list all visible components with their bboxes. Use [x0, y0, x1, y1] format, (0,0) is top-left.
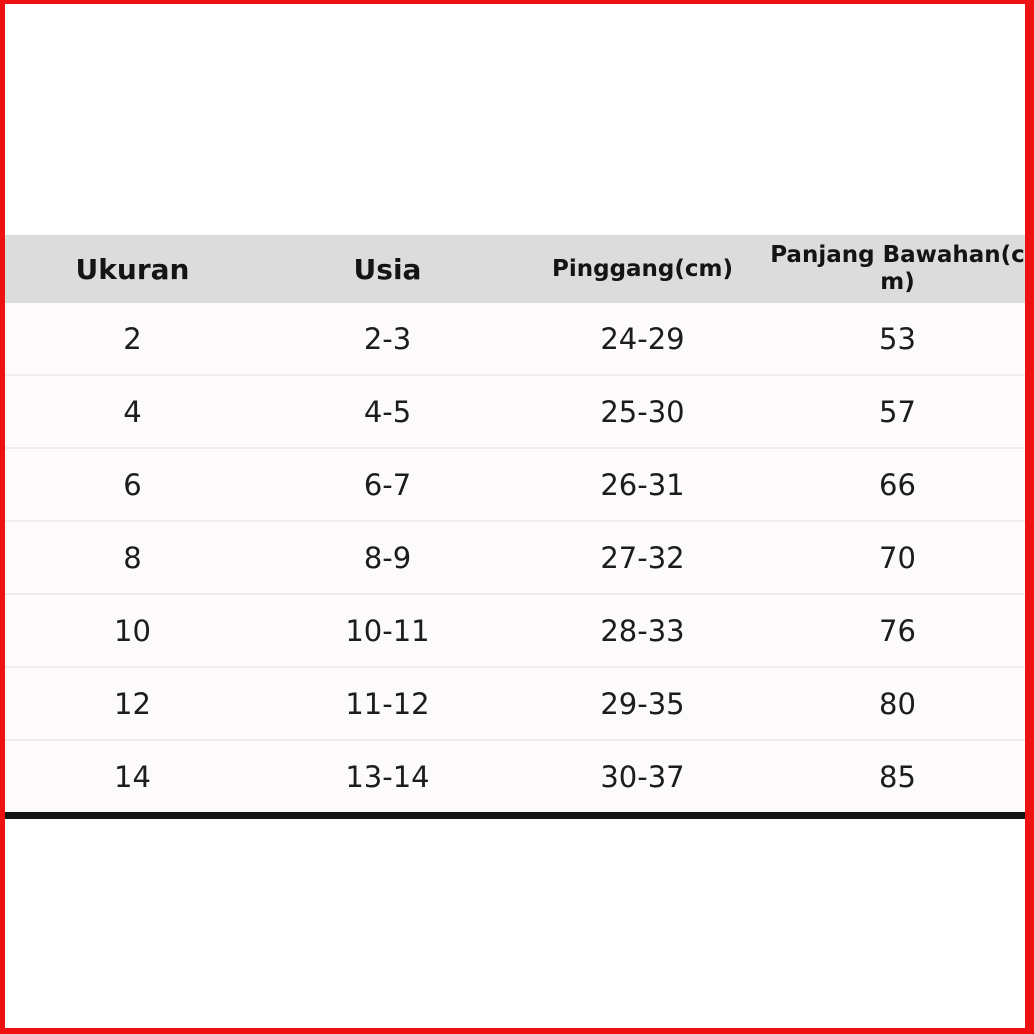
ukuran-cell: 10: [5, 594, 260, 667]
pinggang-cell: 24-29: [515, 303, 770, 375]
pinggang-cell: 29-35: [515, 667, 770, 740]
divider-line: [5, 812, 1025, 819]
ukuran-cell: 6: [5, 448, 260, 521]
panjang-cell: 80: [770, 667, 1025, 740]
column-header-panjang-bawahan: [770, 235, 1025, 303]
ukuran-cell: 8: [5, 521, 260, 594]
usia-cell: 2-3: [260, 303, 515, 375]
usia-cell: 6-7: [260, 448, 515, 521]
column-header-usia: Usia: [260, 235, 515, 303]
header-row: [5, 235, 1025, 303]
pinggang-cell: 26-31: [515, 448, 770, 521]
table-row: [5, 521, 1025, 594]
table-row: [5, 303, 1025, 375]
usia-cell: 13-14: [260, 740, 515, 812]
column-header-pinggang: Pinggang(cm): [515, 235, 770, 303]
column-header-ukuran: Ukuran: [5, 235, 260, 303]
table-row: [5, 448, 1025, 521]
table-row: [5, 375, 1025, 448]
usia-cell: 10-11: [260, 594, 515, 667]
pinggang-cell: 25-30: [515, 375, 770, 448]
usia-cell: 4-5: [260, 375, 515, 448]
size-chart-table: [5, 235, 1025, 812]
column-header-panjang-line1: Panjang Bawahan(c: [770, 242, 1025, 268]
table-row: [5, 594, 1025, 667]
usia-cell: 8-9: [260, 521, 515, 594]
ukuran-cell: 4: [5, 375, 260, 448]
panjang-cell: 57: [770, 375, 1025, 448]
ukuran-cell: 14: [5, 740, 260, 812]
ukuran-cell: 2: [5, 303, 260, 375]
pinggang-cell: 27-32: [515, 521, 770, 594]
pinggang-cell: 30-37: [515, 740, 770, 812]
column-header-panjang-line2: m): [880, 269, 915, 295]
top-whitespace: [5, 4, 1025, 235]
panjang-cell: 70: [770, 521, 1025, 594]
panjang-cell: 85: [770, 740, 1025, 812]
pinggang-cell: 28-33: [515, 594, 770, 667]
panjang-cell: 66: [770, 448, 1025, 521]
usia-cell: 11-12: [260, 667, 515, 740]
ukuran-cell: 12: [5, 667, 260, 740]
table-row: [5, 667, 1025, 740]
table-row: [5, 740, 1025, 812]
panjang-cell: 76: [770, 594, 1025, 667]
panjang-cell: 53: [770, 303, 1025, 375]
